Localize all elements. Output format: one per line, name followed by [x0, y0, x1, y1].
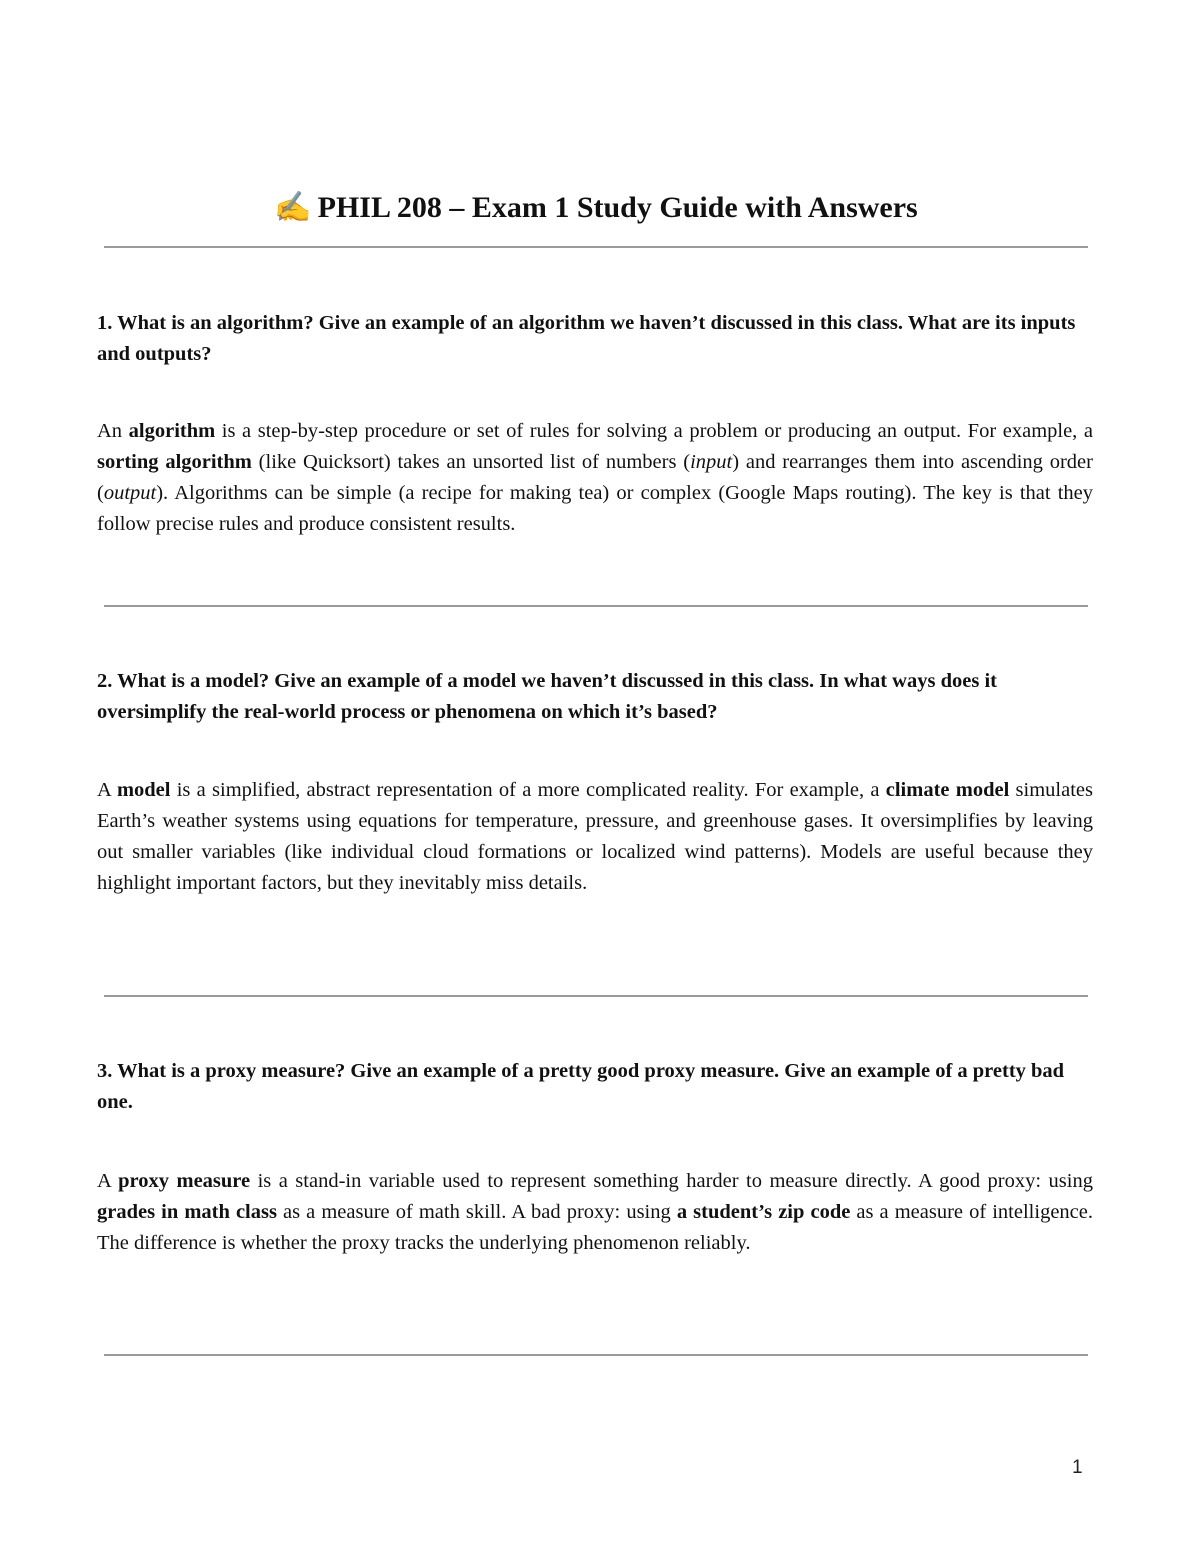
section-divider-1 — [104, 605, 1088, 607]
answer-1-text: ) and rearranges them into ascending order ( — [97, 451, 1093, 504]
title-divider — [104, 246, 1088, 248]
answer-3-text: A — [97, 1170, 119, 1192]
answer-2-text: A — [97, 779, 117, 801]
writing-hand-icon: ✍️ — [274, 191, 312, 224]
answer-3-bold-term: grades in math class — [97, 1201, 277, 1223]
answer-2 — [97, 775, 1093, 899]
answer-1 — [97, 416, 1093, 540]
answer-2-bold-term: model — [116, 779, 171, 801]
answer-1-text: (like Quicksort) takes an unsorted list of numbers ( — [251, 451, 691, 473]
answer-1-text: ). Algorithms can be simple (a recipe for making tea) or complex (Google Maps routing). The key is that they follow precise rules and produce consistent results. — [97, 482, 1093, 535]
answer-3-text: as a measure of math skill. A bad proxy: using — [276, 1201, 677, 1223]
answer-3-bold-term: a student’s zip code — [676, 1201, 851, 1223]
answer-2-text: simulates Earth’s weather systems using equations for temperature, pressure, and greenhouse gases. It oversimplifies by leaving out smaller variables (like individual cloud formations or localized wind patterns). Models are useful because they highlight important factors, but they inevitably miss details. — [97, 779, 1093, 894]
answer-1-bold-term: sorting algorithm — [97, 451, 252, 473]
answer-2-text: is a simplified, abstract representation of a more complicated reality. For example, a — [170, 779, 886, 801]
answer-3-text: as a measure of intelligence. The difference is whether the proxy tracks the underlying phenomenon reliably. — [97, 1201, 1093, 1254]
answer-1-bold-term: algorithm — [128, 420, 216, 442]
answer-1-italic-term: output — [103, 482, 157, 504]
answer-1-italic-term: input — [690, 451, 733, 473]
answer-3 — [97, 1166, 1093, 1259]
question-2: 2. What is a model? Give an example of a model we haven’t discussed in this class. In what ways does it oversimplify the real-world process or phenomena on which it’s based? — [97, 670, 997, 723]
page-number: 1 — [1072, 1457, 1083, 1478]
page-title — [0, 188, 1192, 228]
section-divider-2 — [104, 995, 1088, 997]
answer-1-text: An — [97, 420, 129, 442]
section-divider-3 — [104, 1354, 1088, 1356]
question-3: 3. What is a proxy measure? Give an example of a pretty good proxy measure. Give an example of a pretty bad one. — [97, 1060, 1065, 1113]
answer-3-text: is a stand-in variable used to represent something harder to measure directly. A good proxy: using — [250, 1170, 1093, 1192]
question-1: 1. What is an algorithm? Give an example of an algorithm we haven’t discussed in this class. What are its inputs and outputs? — [97, 312, 1076, 365]
answer-3-bold-term: proxy measure — [118, 1170, 251, 1192]
page-title-text: PHIL 208 – Exam 1 Study Guide with Answers — [317, 191, 918, 224]
answer-1-text: is a step-by-step procedure or set of rules for solving a problem or producing an output. For example, a — [215, 420, 1093, 442]
answer-2-bold-term: climate model — [885, 779, 1010, 801]
